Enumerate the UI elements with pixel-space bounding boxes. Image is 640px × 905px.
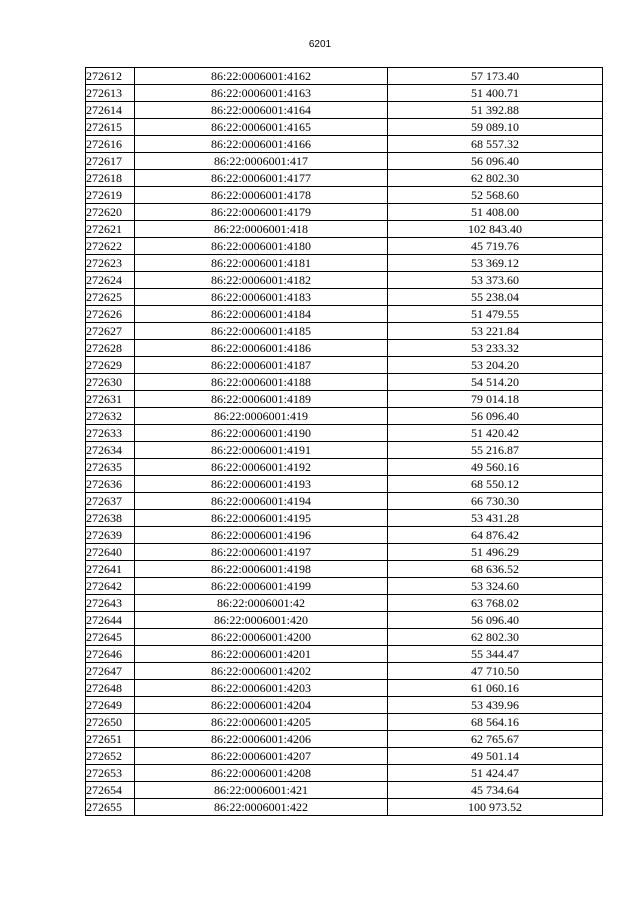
row-number-cell: 272617 xyxy=(86,153,135,170)
row-number-cell: 272616 xyxy=(86,136,135,153)
row-number-cell: 272612 xyxy=(86,68,135,85)
row-number-cell: 272639 xyxy=(86,527,135,544)
cadastral-number-cell: 86:22:0006001:4208 xyxy=(135,765,388,782)
cadastral-number-cell: 86:22:0006001:4190 xyxy=(135,425,388,442)
cadastral-value-cell: 68 557.32 xyxy=(388,136,603,153)
table-row xyxy=(86,306,603,323)
row-number-cell: 272625 xyxy=(86,289,135,306)
row-number-cell: 272634 xyxy=(86,442,135,459)
cadastral-value-cell: 53 204.20 xyxy=(388,357,603,374)
cadastral-number-cell: 86:22:0006001:419 xyxy=(135,408,388,425)
table-row xyxy=(86,85,603,102)
table-row xyxy=(86,391,603,408)
cadastral-number-cell: 86:22:0006001:42 xyxy=(135,595,388,612)
row-number-cell: 272642 xyxy=(86,578,135,595)
cadastral-number-cell: 86:22:0006001:4202 xyxy=(135,663,388,680)
row-number-cell: 272633 xyxy=(86,425,135,442)
cadastral-number-cell: 86:22:0006001:4197 xyxy=(135,544,388,561)
cadastral-value-cell: 55 238.04 xyxy=(388,289,603,306)
cadastral-value-cell: 102 843.40 xyxy=(388,221,603,238)
row-number-cell: 272615 xyxy=(86,119,135,136)
cadastral-value-cell: 45 734.64 xyxy=(388,782,603,799)
cadastral-number-cell: 86:22:0006001:4195 xyxy=(135,510,388,527)
cadastral-value-cell: 59 089.10 xyxy=(388,119,603,136)
row-number-cell: 272652 xyxy=(86,748,135,765)
row-number-cell: 272650 xyxy=(86,714,135,731)
table-row xyxy=(86,323,603,340)
cadastral-number-cell: 86:22:0006001:4186 xyxy=(135,340,388,357)
table-row xyxy=(86,646,603,663)
cadastral-value-cell: 68 550.12 xyxy=(388,476,603,493)
cadastral-value-cell: 62 802.30 xyxy=(388,170,603,187)
row-number-cell: 272632 xyxy=(86,408,135,425)
row-number-cell: 272626 xyxy=(86,306,135,323)
cadastral-value-cell: 51 479.55 xyxy=(388,306,603,323)
row-number-cell: 272654 xyxy=(86,782,135,799)
row-number-cell: 272651 xyxy=(86,731,135,748)
cadastral-value-cell: 53 324.60 xyxy=(388,578,603,595)
cadastral-number-cell: 86:22:0006001:4187 xyxy=(135,357,388,374)
table-row xyxy=(86,493,603,510)
row-number-cell: 272653 xyxy=(86,765,135,782)
cadastral-value-cell: 49 501.14 xyxy=(388,748,603,765)
table-row xyxy=(86,782,603,799)
cadastral-value-cell: 79 014.18 xyxy=(388,391,603,408)
cadastral-number-cell: 86:22:0006001:4189 xyxy=(135,391,388,408)
cadastral-number-cell: 86:22:0006001:4183 xyxy=(135,289,388,306)
cadastral-value-cell: 56 096.40 xyxy=(388,612,603,629)
table-row xyxy=(86,204,603,221)
cadastral-value-cell: 51 420.42 xyxy=(388,425,603,442)
table-row xyxy=(86,170,603,187)
cadastral-value-cell: 49 560.16 xyxy=(388,459,603,476)
cadastral-number-cell: 86:22:0006001:4205 xyxy=(135,714,388,731)
cadastral-number-cell: 86:22:0006001:4196 xyxy=(135,527,388,544)
row-number-cell: 272649 xyxy=(86,697,135,714)
cadastral-number-cell: 86:22:0006001:418 xyxy=(135,221,388,238)
cadastral-number-cell: 86:22:0006001:4199 xyxy=(135,578,388,595)
row-number-cell: 272647 xyxy=(86,663,135,680)
table-row xyxy=(86,221,603,238)
table-row xyxy=(86,731,603,748)
table-row xyxy=(86,510,603,527)
cadastral-value-cell: 51 392.88 xyxy=(388,102,603,119)
row-number-cell: 272644 xyxy=(86,612,135,629)
row-number-cell: 272618 xyxy=(86,170,135,187)
cadastral-value-cell: 51 408.00 xyxy=(388,204,603,221)
cadastral-value-cell: 52 568.60 xyxy=(388,187,603,204)
cadastral-value-cell: 55 216.87 xyxy=(388,442,603,459)
table-row xyxy=(86,187,603,204)
row-number-cell: 272621 xyxy=(86,221,135,238)
row-number-cell: 272613 xyxy=(86,85,135,102)
cadastral-value-cell: 54 514.20 xyxy=(388,374,603,391)
table-row xyxy=(86,425,603,442)
row-number-cell: 272641 xyxy=(86,561,135,578)
cadastral-value-cell: 51 400.71 xyxy=(388,85,603,102)
cadastral-number-cell: 86:22:0006001:4166 xyxy=(135,136,388,153)
table-row xyxy=(86,272,603,289)
cadastral-value-cell: 57 173.40 xyxy=(388,68,603,85)
row-number-cell: 272645 xyxy=(86,629,135,646)
cadastral-value-cell: 53 233.32 xyxy=(388,340,603,357)
table-row xyxy=(86,697,603,714)
table-row xyxy=(86,765,603,782)
cadastral-value-cell: 62 765.67 xyxy=(388,731,603,748)
table-row xyxy=(86,748,603,765)
table-row xyxy=(86,119,603,136)
cadastral-number-cell: 86:22:0006001:4162 xyxy=(135,68,388,85)
table-row xyxy=(86,663,603,680)
cadastral-value-cell: 55 344.47 xyxy=(388,646,603,663)
cadastral-value-cell: 56 096.40 xyxy=(388,153,603,170)
table-row xyxy=(86,544,603,561)
row-number-cell: 272620 xyxy=(86,204,135,221)
row-number-cell: 272636 xyxy=(86,476,135,493)
cadastral-value-cell: 68 564.16 xyxy=(388,714,603,731)
row-number-cell: 272623 xyxy=(86,255,135,272)
table-row xyxy=(86,561,603,578)
page-number: 6201 xyxy=(308,39,332,50)
cadastral-number-cell: 86:22:0006001:4192 xyxy=(135,459,388,476)
table-row xyxy=(86,289,603,306)
cadastral-number-cell: 86:22:0006001:4178 xyxy=(135,187,388,204)
cadastral-value-cell: 53 221.84 xyxy=(388,323,603,340)
cadastral-number-cell: 86:22:0006001:422 xyxy=(135,799,388,816)
table-row xyxy=(86,374,603,391)
row-number-cell: 272648 xyxy=(86,680,135,697)
table-row xyxy=(86,612,603,629)
row-number-cell: 272640 xyxy=(86,544,135,561)
cadastral-number-cell: 86:22:0006001:4177 xyxy=(135,170,388,187)
cadastral-number-cell: 86:22:0006001:4204 xyxy=(135,697,388,714)
table-row xyxy=(86,357,603,374)
table-row xyxy=(86,476,603,493)
cadastral-value-cell: 63 768.02 xyxy=(388,595,603,612)
row-number-cell: 272629 xyxy=(86,357,135,374)
cadastral-number-cell: 86:22:0006001:4198 xyxy=(135,561,388,578)
table-row xyxy=(86,340,603,357)
row-number-cell: 272638 xyxy=(86,510,135,527)
cadastral-value-cell: 53 439.96 xyxy=(388,697,603,714)
table-row xyxy=(86,714,603,731)
row-number-cell: 272624 xyxy=(86,272,135,289)
table-row xyxy=(86,238,603,255)
cadastral-number-cell: 86:22:0006001:421 xyxy=(135,782,388,799)
table-row xyxy=(86,799,603,816)
cadastral-number-cell: 86:22:0006001:4206 xyxy=(135,731,388,748)
cadastral-value-cell: 47 710.50 xyxy=(388,663,603,680)
cadastral-number-cell: 86:22:0006001:4188 xyxy=(135,374,388,391)
table-row xyxy=(86,459,603,476)
row-number-cell: 272643 xyxy=(86,595,135,612)
cadastral-value-cell: 51 424.47 xyxy=(388,765,603,782)
cadastral-value-cell: 53 431.28 xyxy=(388,510,603,527)
cadastral-value-cell: 61 060.16 xyxy=(388,680,603,697)
cadastral-value-table xyxy=(85,67,603,816)
cadastral-value-cell: 51 496.29 xyxy=(388,544,603,561)
table-row xyxy=(86,68,603,85)
cadastral-number-cell: 86:22:0006001:4180 xyxy=(135,238,388,255)
table-row xyxy=(86,102,603,119)
row-number-cell: 272628 xyxy=(86,340,135,357)
cadastral-value-cell: 66 730.30 xyxy=(388,493,603,510)
cadastral-number-cell: 86:22:0006001:4184 xyxy=(135,306,388,323)
cadastral-number-cell: 86:22:0006001:4200 xyxy=(135,629,388,646)
cadastral-number-cell: 86:22:0006001:4203 xyxy=(135,680,388,697)
cadastral-number-cell: 86:22:0006001:4191 xyxy=(135,442,388,459)
cadastral-value-cell: 68 636.52 xyxy=(388,561,603,578)
table-row xyxy=(86,136,603,153)
table-row xyxy=(86,442,603,459)
cadastral-number-cell: 86:22:0006001:4164 xyxy=(135,102,388,119)
table-row xyxy=(86,153,603,170)
table-row xyxy=(86,527,603,544)
cadastral-value-cell: 45 719.76 xyxy=(388,238,603,255)
row-number-cell: 272631 xyxy=(86,391,135,408)
cadastral-number-cell: 86:22:0006001:4185 xyxy=(135,323,388,340)
table-row xyxy=(86,680,603,697)
cadastral-value-cell: 100 973.52 xyxy=(388,799,603,816)
table-row xyxy=(86,408,603,425)
row-number-cell: 272614 xyxy=(86,102,135,119)
cadastral-number-cell: 86:22:0006001:4207 xyxy=(135,748,388,765)
row-number-cell: 272622 xyxy=(86,238,135,255)
cadastral-number-cell: 86:22:0006001:4165 xyxy=(135,119,388,136)
cadastral-number-cell: 86:22:0006001:4193 xyxy=(135,476,388,493)
table-row xyxy=(86,595,603,612)
row-number-cell: 272630 xyxy=(86,374,135,391)
row-number-cell: 272646 xyxy=(86,646,135,663)
cadastral-number-cell: 86:22:0006001:4181 xyxy=(135,255,388,272)
table-body xyxy=(86,68,603,816)
cadastral-number-cell: 86:22:0006001:4163 xyxy=(135,85,388,102)
cadastral-number-cell: 86:22:0006001:417 xyxy=(135,153,388,170)
table-row xyxy=(86,629,603,646)
cadastral-number-cell: 86:22:0006001:4182 xyxy=(135,272,388,289)
row-number-cell: 272655 xyxy=(86,799,135,816)
cadastral-value-cell: 64 876.42 xyxy=(388,527,603,544)
cadastral-value-cell: 53 373.60 xyxy=(388,272,603,289)
cadastral-number-cell: 86:22:0006001:4179 xyxy=(135,204,388,221)
cadastral-number-cell: 86:22:0006001:420 xyxy=(135,612,388,629)
row-number-cell: 272635 xyxy=(86,459,135,476)
row-number-cell: 272627 xyxy=(86,323,135,340)
row-number-cell: 272637 xyxy=(86,493,135,510)
table-row xyxy=(86,578,603,595)
cadastral-number-cell: 86:22:0006001:4201 xyxy=(135,646,388,663)
table-row xyxy=(86,255,603,272)
row-number-cell: 272619 xyxy=(86,187,135,204)
cadastral-value-cell: 62 802.30 xyxy=(388,629,603,646)
cadastral-value-cell: 56 096.40 xyxy=(388,408,603,425)
cadastral-value-cell: 53 369.12 xyxy=(388,255,603,272)
cadastral-number-cell: 86:22:0006001:4194 xyxy=(135,493,388,510)
